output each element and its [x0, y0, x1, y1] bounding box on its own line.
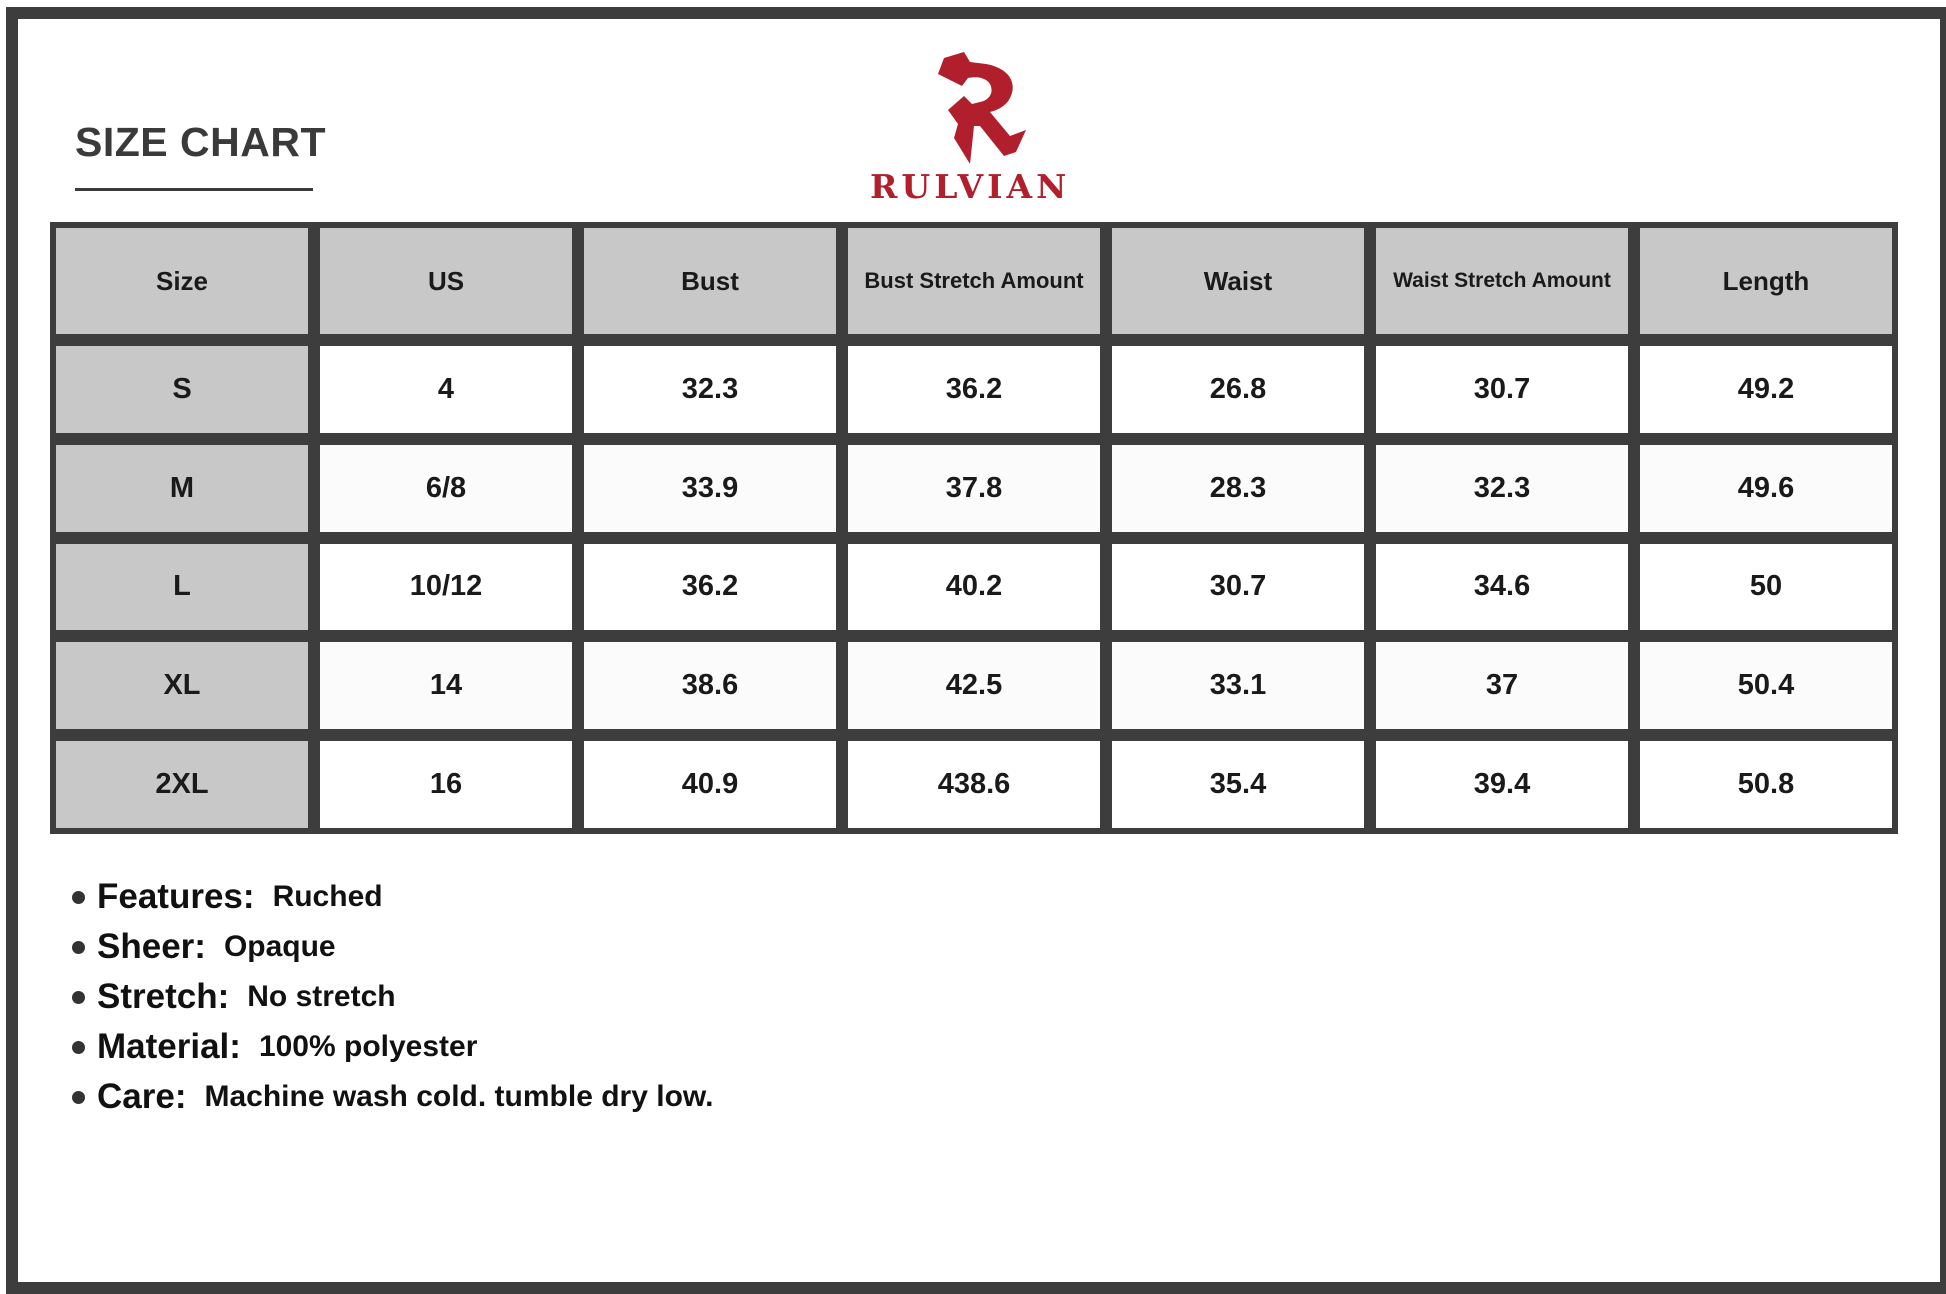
table-cell: 36.2: [584, 544, 836, 631]
column-header: Waist: [1112, 228, 1364, 334]
table-cell: 26.8: [1112, 346, 1364, 433]
table-cell: 50: [1640, 544, 1892, 631]
table-cell: 4: [320, 346, 572, 433]
feature-item: [72, 922, 713, 972]
column-header: US: [320, 228, 572, 334]
page-title: SIZE CHART: [75, 119, 326, 165]
table-cell: 50.8: [1640, 741, 1892, 828]
feature-item: [72, 1072, 713, 1122]
table-row: [56, 445, 1892, 532]
table-header-row: [56, 228, 1892, 334]
feature-value: 100% polyester: [258, 1030, 478, 1063]
features-list: [72, 872, 713, 1122]
feature-value: Machine wash cold. tumble dry low.: [204, 1080, 714, 1113]
bullet-icon: [72, 1041, 85, 1054]
title-underline: [75, 188, 313, 191]
feature-item: [72, 972, 713, 1022]
table-cell: 42.5: [848, 642, 1100, 729]
table-row: [56, 741, 1892, 828]
feature-item: [72, 872, 713, 922]
column-header: Length: [1640, 228, 1892, 334]
column-header: Size: [56, 228, 308, 334]
table-cell: 50.4: [1640, 642, 1892, 729]
feature-label: Care:: [97, 1077, 187, 1116]
table-row: [56, 642, 1892, 729]
bullet-icon: [72, 1091, 85, 1104]
table-cell: 37.8: [848, 445, 1100, 532]
brand-name: RULVIAN: [870, 167, 1071, 206]
table-cell: 36.2: [848, 346, 1100, 433]
size-table: [44, 216, 1904, 840]
column-header: Bust Stretch Amount: [848, 228, 1100, 334]
table-cell: 35.4: [1112, 741, 1364, 828]
table-cell: 37: [1376, 642, 1628, 729]
table-cell: 39.4: [1376, 741, 1628, 828]
size-cell: L: [56, 544, 308, 631]
feature-value: Opaque: [223, 930, 336, 963]
bullet-icon: [72, 891, 85, 904]
table-cell: 40.9: [584, 741, 836, 828]
table-cell: 30.7: [1376, 346, 1628, 433]
table-cell: 10/12: [320, 544, 572, 631]
column-header: Bust: [584, 228, 836, 334]
table-cell: 40.2: [848, 544, 1100, 631]
feature-label: Features:: [97, 877, 255, 916]
size-cell: XL: [56, 642, 308, 729]
table-cell: 38.6: [584, 642, 836, 729]
size-cell: S: [56, 346, 308, 433]
table-cell: 6/8: [320, 445, 572, 532]
table-cell: 32.3: [1376, 445, 1628, 532]
feature-value: Ruched: [272, 880, 383, 913]
feature-value: No stretch: [247, 980, 396, 1013]
table-row: [56, 346, 1892, 433]
bullet-icon: [72, 941, 85, 954]
feature-label: Material:: [97, 1027, 241, 1066]
size-cell: 2XL: [56, 741, 308, 828]
brand-logo: [870, 52, 1070, 212]
table-cell: 438.6: [848, 741, 1100, 828]
column-header: Waist Stretch Amount: [1376, 228, 1628, 334]
table-cell: 14: [320, 642, 572, 729]
size-cell: M: [56, 445, 308, 532]
size-table-container: [50, 222, 1898, 834]
table-cell: 49.2: [1640, 346, 1892, 433]
bullet-icon: [72, 991, 85, 1004]
feature-label: Stretch:: [97, 977, 230, 1016]
table-cell: 34.6: [1376, 544, 1628, 631]
table-cell: 30.7: [1112, 544, 1364, 631]
table-cell: 33.1: [1112, 642, 1364, 729]
brand-logo-icon: [924, 52, 1028, 166]
table-cell: 32.3: [584, 346, 836, 433]
feature-label: Sheer:: [97, 927, 206, 966]
table-cell: 33.9: [584, 445, 836, 532]
table-cell: 16: [320, 741, 572, 828]
table-cell: 28.3: [1112, 445, 1364, 532]
feature-item: [72, 1022, 713, 1072]
table-row: [56, 544, 1892, 631]
table-cell: 49.6: [1640, 445, 1892, 532]
